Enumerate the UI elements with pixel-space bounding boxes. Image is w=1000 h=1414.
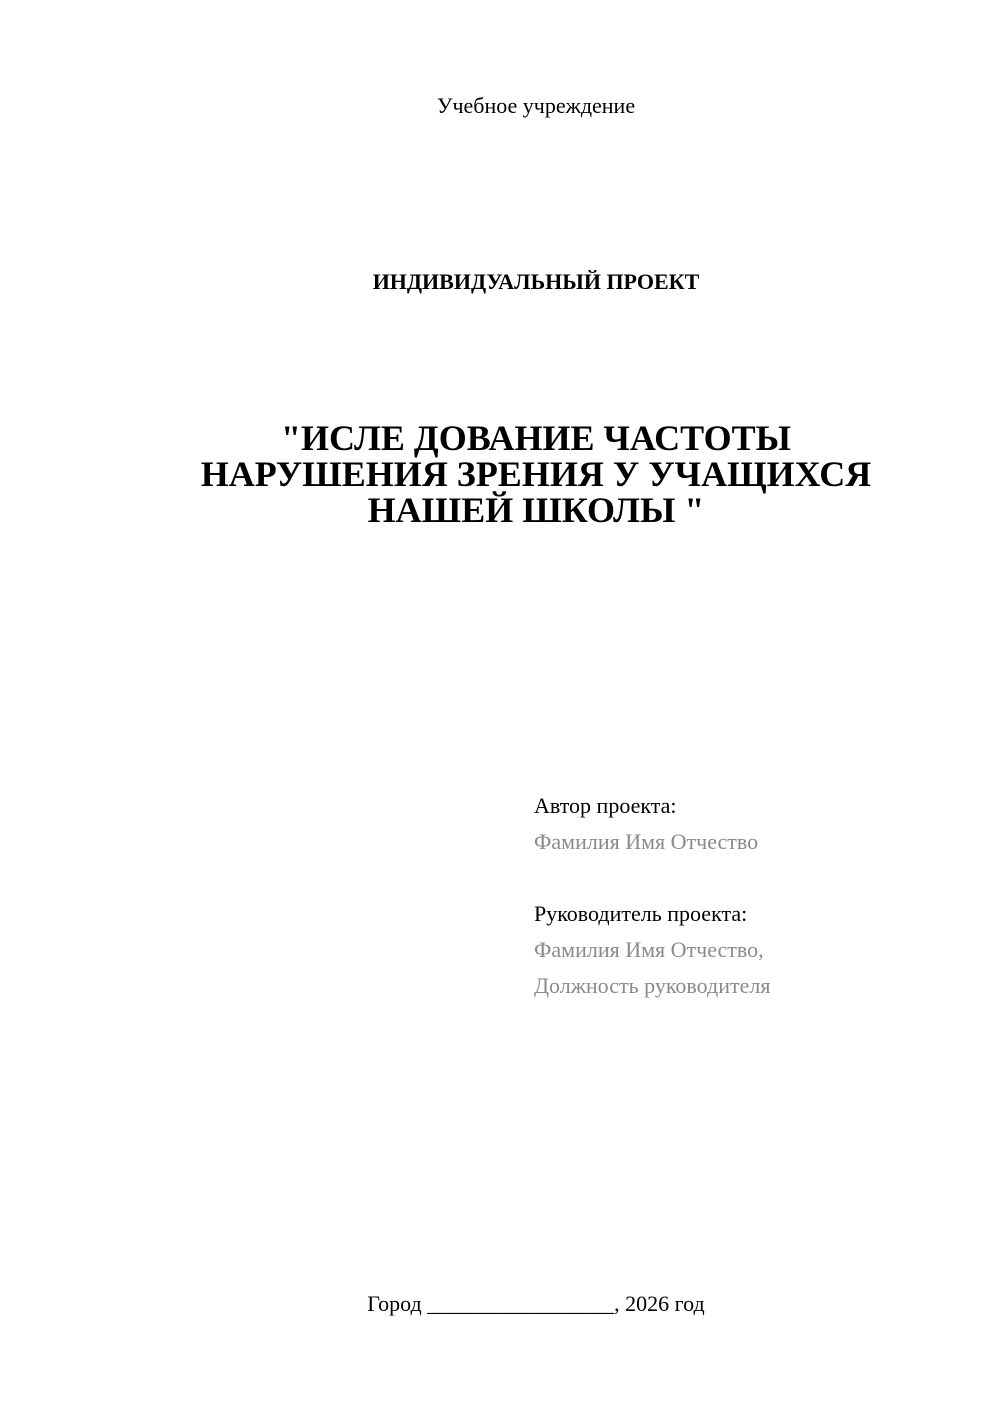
spacer xyxy=(534,860,974,896)
title-line: НАРУШЕНИЯ ЗРЕНИЯ У УЧАЩИХСЯ xyxy=(200,454,872,494)
document-type: ИНДИВИДУАЛЬНЫЙ ПРОЕКТ xyxy=(372,269,700,294)
institution-name: Учебное учреждение xyxy=(436,93,636,118)
supervisor-label: Руководитель проекта: xyxy=(534,901,748,926)
credits-block xyxy=(534,788,974,1004)
project-title xyxy=(150,420,922,528)
city-year-line: Город _________________, 2026 год xyxy=(367,1291,705,1316)
title-line: НАШЕЙ ШКОЛЫ " xyxy=(367,490,705,530)
supervisor-name: Фамилия Имя Отчество, xyxy=(534,937,764,962)
author-label: Автор проекта: xyxy=(534,793,677,818)
title-line: "ИСЛЕ ДОВАНИЕ ЧАСТОТЫ xyxy=(281,418,791,458)
supervisor-position: Должность руководителя xyxy=(534,973,771,998)
author-name: Фамилия Имя Отчество xyxy=(534,829,759,854)
